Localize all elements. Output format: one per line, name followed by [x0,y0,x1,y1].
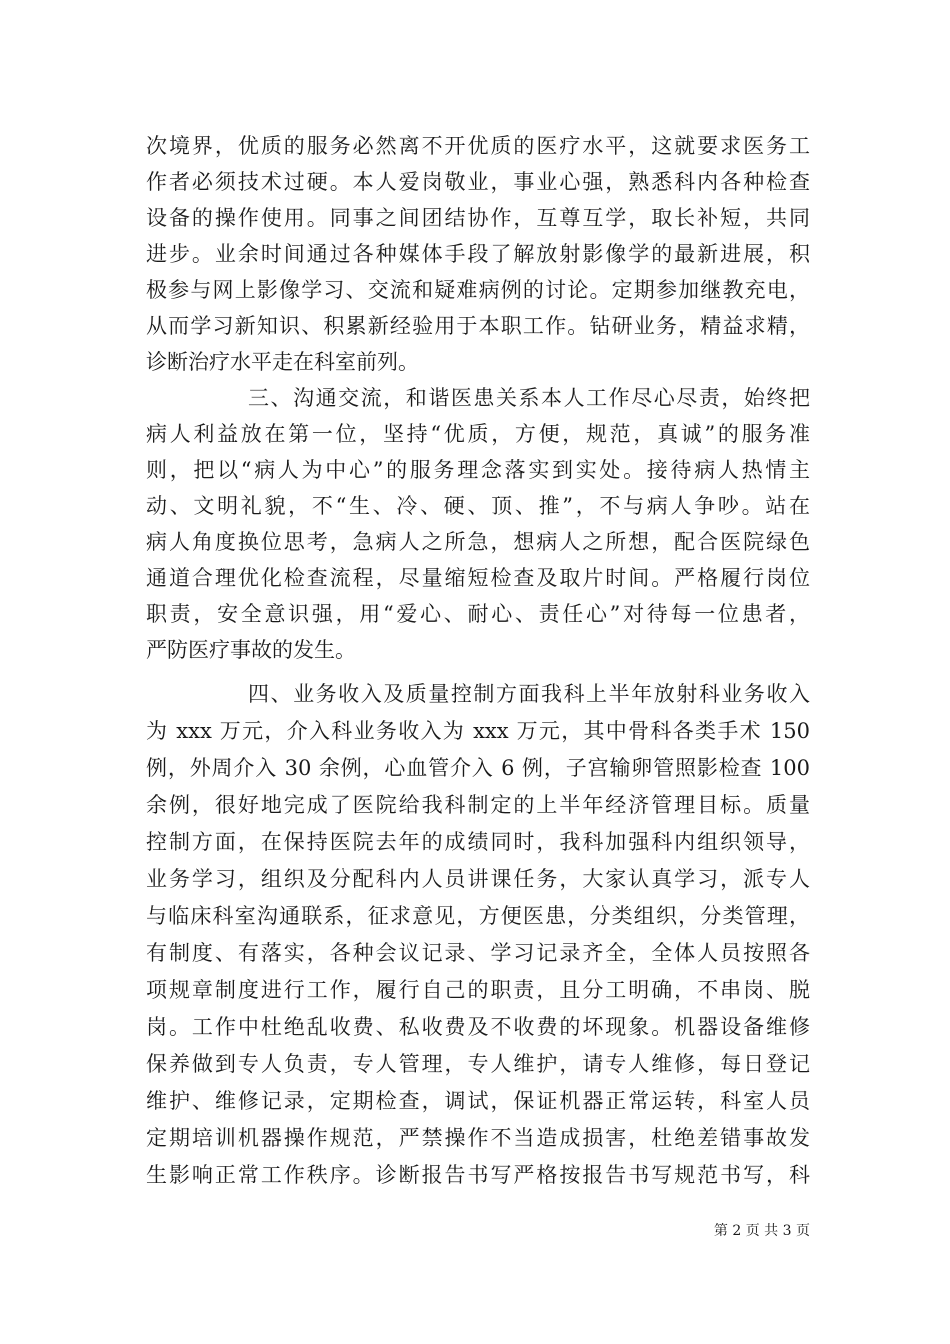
text-line: 与临床科室沟通联系，征求意见，方便医患，分类组织，分类管理， [146,904,810,928]
text-line: 从而学习新知识、积累新经验用于本职工作。钻研业务，精益求精， [146,314,810,338]
text-line: 严防医疗事故的发生。 [146,638,356,662]
text-line: 例，外周介入 30 余例，心血管介入 6 例，子宫输卵管照影检查 100 [146,756,810,780]
text-line: 定期培训机器操作规范，严禁操作不当造成损害，杜绝差错事故发 [146,1126,810,1150]
section-heading-line: 四、业务收入及质量控制方面我科上半年放射科业务收入 [248,682,810,706]
text-line: 维护、维修记录，定期检查，调试，保证机器正常运转，科室人员 [146,1089,810,1113]
text-line: 通道合理优化检查流程，尽量缩短检查及取片时间。严格履行岗位 [146,566,810,590]
text-line: 进步。业余时间通过各种媒体手段了解放射影像学的最新进展，积 [146,242,810,266]
text-line: 病人角度换位思考，急病人之所急，想病人之所想，配合医院绿色 [146,530,810,554]
text-line: 业务学习，组织及分配科内人员讲课任务，大家认真学习，派专人 [146,867,810,891]
text-line: 次境界，优质的服务必然离不开优质的医疗水平，这就要求医务工 [146,134,810,158]
text-line: 为 xxx 万元，介入科业务收入为 xxx 万元，其中骨科各类手术 150 [146,719,810,743]
text-line: 诊断治疗水平走在科室前列。 [146,350,419,374]
text-line: 极参与网上影像学习、交流和疑难病例的讨论。定期参加继教充电， [146,278,810,302]
text-line: 生影响正常工作秩序。诊断报告书写严格按报告书写规范书写，科 [146,1163,810,1187]
text-line: 保养做到专人负责，专人管理，专人维护，请专人维修，每日登记 [146,1052,810,1076]
page-number-footer: 第 2 页 共 3 页 [713,1223,810,1239]
text-line: 动、文明礼貌，不“生、冷、硬、顶、推”，不与病人争吵。站在 [146,494,810,518]
text-line: 职责，安全意识强，用“爱心、耐心、责任心”对待每一位患者， [146,602,810,626]
text-line: 作者必须技术过硬。本人爱岗敬业，事业心强，熟悉科内各种检查 [146,170,810,194]
text-line: 设备的操作使用。同事之间团结协作，互尊互学，取长补短，共同 [146,206,810,230]
text-line: 则，把以“病人为中心”的服务理念落实到实处。接待病人热情主 [146,458,810,482]
text-line: 项规章制度进行工作，履行自己的职责，且分工明确，不串岗、脱 [146,978,810,1002]
text-line: 岗。工作中杜绝乱收费、私收费及不收费的坏现象。机器设备维修 [146,1015,810,1039]
text-line: 病人利益放在第一位，坚持“优质，方便，规范，真诚”的服务准 [146,422,810,446]
text-line: 有制度、有落实，各种会议记录、学习记录齐全，全体人员按照各 [146,941,810,965]
section-heading-line: 三、沟通交流，和谐医患关系本人工作尽心尽责，始终把 [248,386,810,410]
text-line: 控制方面，在保持医院去年的成绩同时，我科加强科内组织领导， [146,830,810,854]
text-line: 余例，很好地完成了医院给我科制定的上半年经济管理目标。质量 [146,793,810,817]
